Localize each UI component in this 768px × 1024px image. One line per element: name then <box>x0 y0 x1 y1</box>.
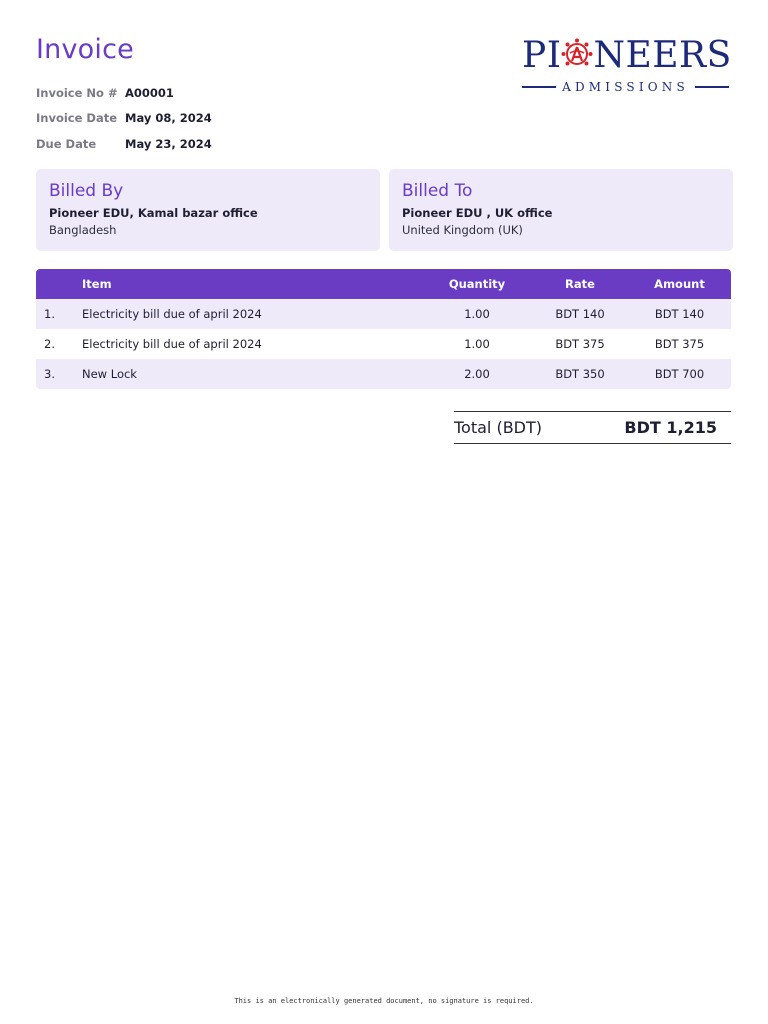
row-quantity: 1.00 <box>464 337 490 351</box>
row-item: Electricity bill due of april 2024 <box>82 307 262 321</box>
billed-to-card <box>389 169 733 251</box>
due-date-row <box>36 131 212 157</box>
row-rate: BDT 375 <box>555 337 605 351</box>
row-amount: BDT 375 <box>654 337 705 351</box>
invoice-date-value: May 08, 2024 <box>125 111 212 126</box>
row-item: Electricity bill due of april 2024 <box>82 337 262 351</box>
due-date-value: May 23, 2024 <box>125 136 212 151</box>
billed-by-name: Pioneer EDU, Kamal bazar office <box>49 206 258 220</box>
billed-to-address: United Kingdom (UK) <box>402 223 523 237</box>
invoice-number-value: A00001 <box>125 85 174 100</box>
billed-by-card <box>36 169 380 251</box>
row-amount: BDT 700 <box>654 367 705 381</box>
row-quantity: 1.00 <box>464 307 490 321</box>
items-table <box>36 269 731 389</box>
logo-emblem-icon <box>561 38 593 68</box>
logo-rule-left <box>522 86 556 88</box>
invoice-number-row <box>36 80 212 106</box>
row-quantity: 2.00 <box>464 367 490 381</box>
billed-to-heading: Billed To <box>402 181 473 201</box>
table-row <box>36 329 731 359</box>
invoice-title: Invoice <box>36 34 134 65</box>
invoice-date-label: Invoice Date <box>36 111 118 126</box>
invoice-meta <box>36 80 212 157</box>
row-index: 1. <box>44 307 55 321</box>
logo-word-left: PI <box>522 35 562 76</box>
table-row <box>36 299 731 329</box>
invoice-total <box>454 411 731 444</box>
footer-note: This is an electronically generated document, no signature is required. <box>234 997 534 1005</box>
header-rate: Rate <box>565 277 595 291</box>
due-date-label: Due Date <box>36 136 97 151</box>
invoice-date-row <box>36 106 212 132</box>
billed-by-address: Bangladesh <box>49 223 117 237</box>
row-item: New Lock <box>82 367 137 381</box>
logo-rule-right <box>695 86 729 88</box>
row-index: 2. <box>44 337 55 351</box>
total-value: BDT 1,215 <box>624 418 717 437</box>
items-table-header <box>36 269 731 299</box>
company-logo <box>522 34 732 100</box>
billed-to-name: Pioneer EDU , UK office <box>402 206 553 220</box>
billed-by-heading: Billed By <box>49 181 124 201</box>
logo-word-right: NEERS <box>593 35 732 76</box>
logo-subtitle-text: ADMISSIONS <box>562 80 689 94</box>
invoice-number-label: Invoice No # <box>36 85 118 100</box>
total-label: Total (BDT) <box>454 418 543 437</box>
header-amount: Amount <box>654 277 705 291</box>
row-rate: BDT 350 <box>555 367 605 381</box>
logo-wordmark <box>522 35 732 76</box>
header-quantity: Quantity <box>448 277 506 291</box>
row-amount: BDT 140 <box>654 307 705 321</box>
logo-subtitle <box>522 80 729 94</box>
row-index: 3. <box>44 367 55 381</box>
header-item: Item <box>82 277 112 291</box>
table-row <box>36 359 731 389</box>
row-rate: BDT 140 <box>555 307 605 321</box>
